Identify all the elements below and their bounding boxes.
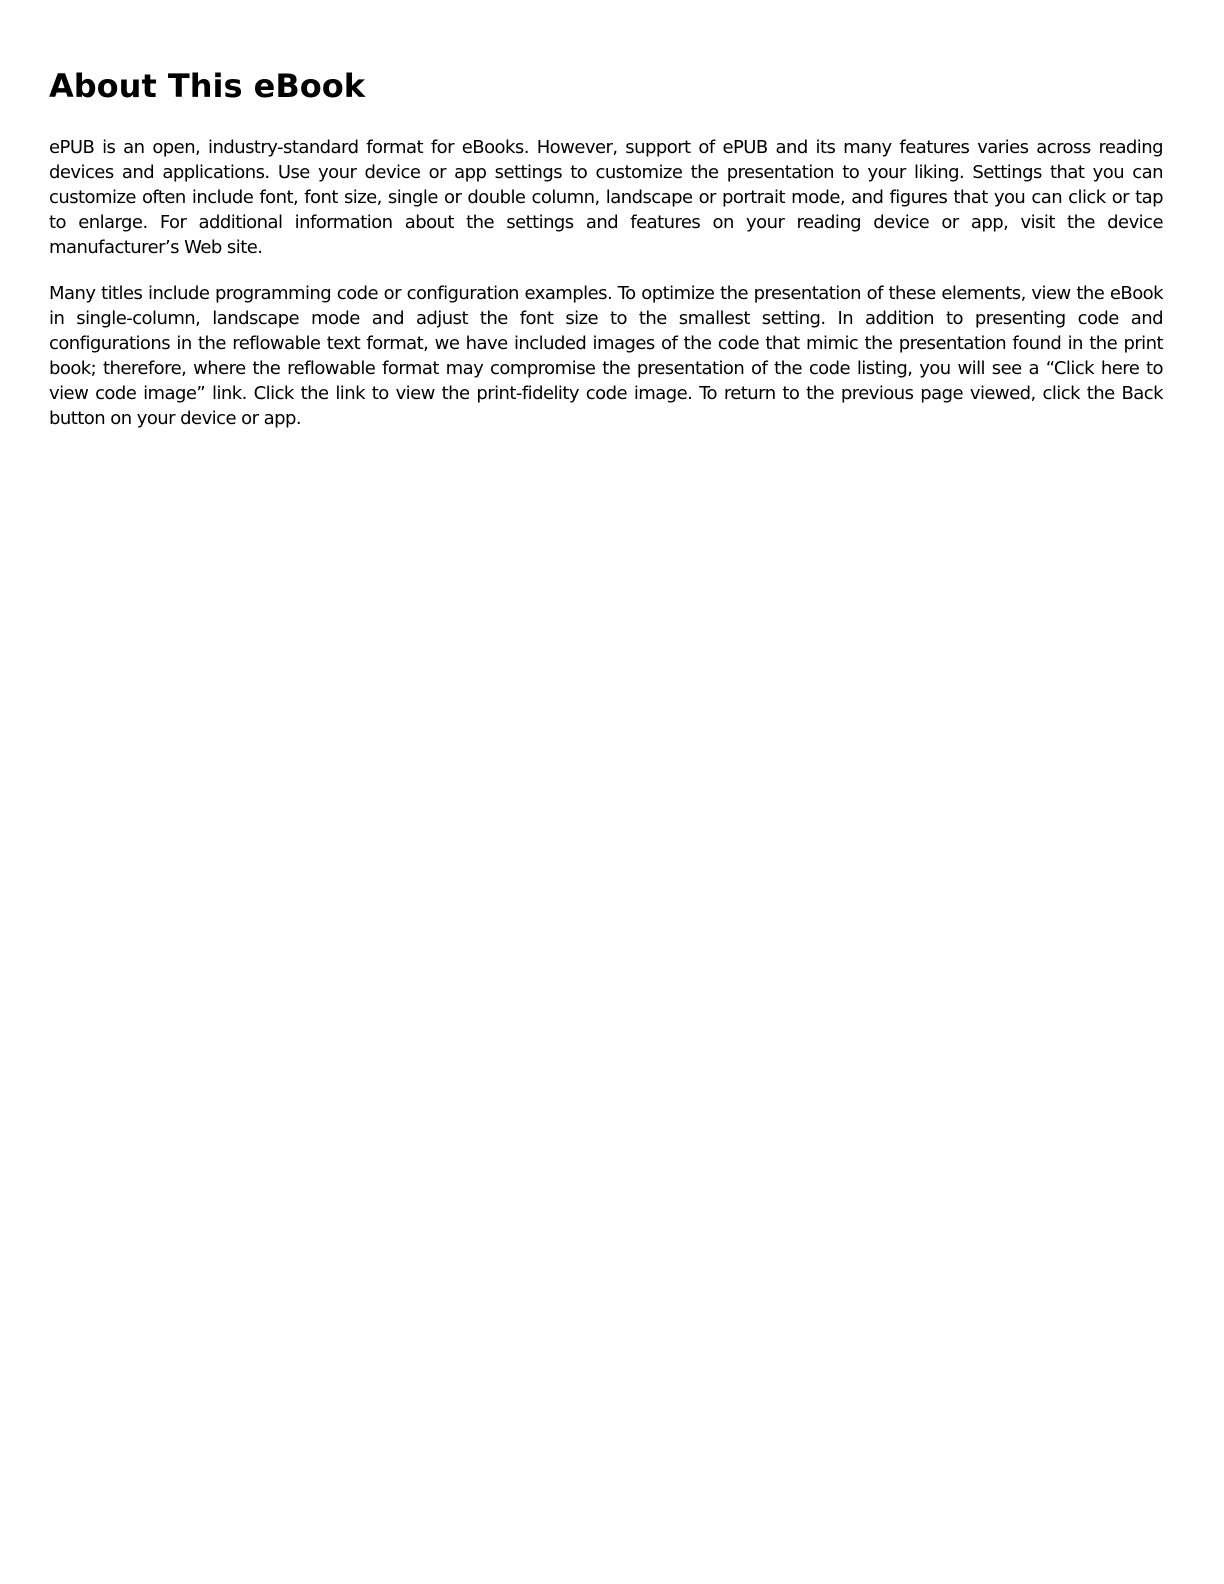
page-title: About This eBook: [49, 67, 365, 105]
document-page: [49, 62, 1163, 452]
paragraph-code-examples: Many titles include programming code or configuration examples. To optimize the presentation of these elements, view the eBook in single-column, landscape mode and adjust the font size to the smallest setting. In addition to presenting code and configurations in the reflowable text format, we have included images of the code that mimic the presentation found in the print book; therefore, where the reflowable format may compromise the presentation of the code listing, you will see a “Click here to view code image” link. Click the link to view the print-fidelity code image. To return to the previous page viewed, click the Back button on your device or app.: [49, 283, 1163, 429]
paragraph-epub-format: ePUB is an open, industry-standard format for eBooks. However, support of ePUB and its many features varies across reading devices and applications. Use your device or app settings to customize the presentation to your liking. Settings that you can customize often include font, font size, single or double column, landscape or portrait mode, and figures that you can click or tap to enlarge. For additional information about the settings and features on your reading device or app, visit the device manufacturer’s Web site.: [49, 137, 1163, 258]
